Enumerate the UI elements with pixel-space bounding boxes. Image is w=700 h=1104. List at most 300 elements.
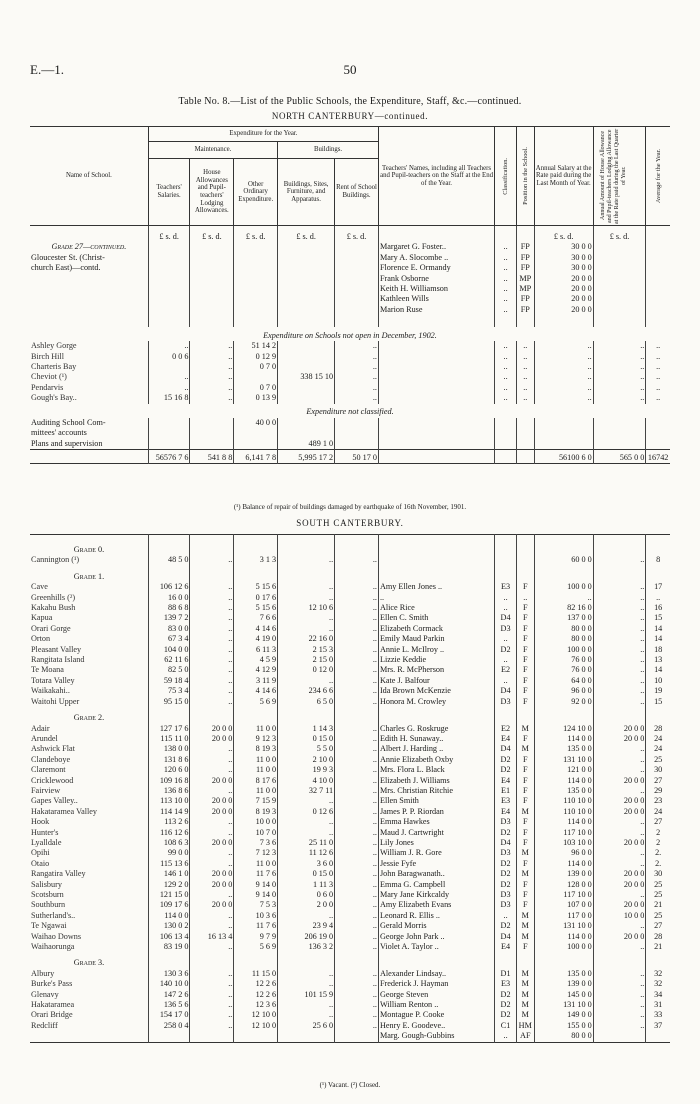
- cell-bsfa: 6 5 0: [278, 697, 335, 707]
- staff-row: [30, 263, 670, 273]
- cell-ts: 82 5 0: [148, 665, 190, 675]
- staff-row: [30, 242, 670, 252]
- cell-aa: ..: [593, 1021, 646, 1031]
- cell-pos: F: [517, 765, 535, 775]
- cell-pos: F: [517, 859, 535, 869]
- cell-empty: [646, 242, 670, 252]
- cell-rent: ..: [335, 352, 379, 362]
- cell-empty: MP: [517, 284, 535, 294]
- cell-avg: 34: [646, 990, 670, 1000]
- cell-empty: [148, 545, 190, 555]
- cell-empty: [534, 428, 593, 438]
- cell-empty: [148, 958, 190, 968]
- cell-empty: [234, 439, 278, 450]
- cell-aa: ..: [593, 990, 646, 1000]
- cell-empty: mittees' accounts: [31, 428, 87, 438]
- school-row: [30, 765, 670, 775]
- cell-empty: [278, 1042, 335, 1045]
- cell-name: Waihaorunga: [31, 942, 75, 952]
- cell-empty: Marion Ruse: [379, 304, 423, 314]
- cell-pos: F: [517, 828, 535, 838]
- staff-row: [30, 253, 670, 263]
- cell-empty: [335, 713, 379, 723]
- cell-ts: 131 8 6: [148, 755, 190, 765]
- cell-empty: [517, 428, 535, 438]
- page-header: [30, 62, 670, 82]
- cell-teacher: Emma G. Campbell: [379, 879, 446, 889]
- cell-avg: 8: [646, 555, 670, 565]
- cell-empty: [495, 958, 517, 968]
- cell-aa: 20 0 0: [593, 724, 646, 734]
- cell-ts: 106 13 4: [148, 932, 190, 942]
- cell-ts: 108 6 3: [148, 838, 190, 848]
- cell-sal: 114 0 0: [534, 734, 593, 744]
- cell-aa: ..: [593, 624, 646, 634]
- staff-row: [30, 284, 670, 294]
- cell-empty: [593, 535, 646, 546]
- cell-name: Hakataramea Valley: [31, 806, 97, 816]
- cell-cls: D2: [495, 765, 517, 775]
- cell-ha: ..: [190, 786, 234, 796]
- cell-oth: 12 3 6: [234, 1000, 278, 1010]
- cell-avg: ..: [646, 372, 670, 382]
- cell-oth: 11 0 0: [234, 786, 278, 796]
- cell-empty: [148, 1031, 190, 1042]
- cell-sal: 80 0 0: [534, 624, 593, 634]
- cell-empty: [593, 713, 646, 723]
- school-row: [30, 900, 670, 910]
- cell-sal: ..: [534, 593, 593, 603]
- cell-oth: 12 10 0: [234, 1010, 278, 1020]
- cell-teacher: [378, 352, 494, 362]
- total-name: [30, 449, 148, 463]
- cell-empty: [278, 284, 335, 294]
- north-canterbury-table: [30, 126, 670, 464]
- cell-empty: [234, 305, 278, 315]
- cell-empty: [234, 274, 278, 284]
- cell-avg: 2.: [646, 848, 670, 858]
- cell-sal: 117 0 0: [534, 911, 593, 921]
- cell-teacher: Frederick J. Hayman: [379, 979, 449, 989]
- cell-empty: [148, 439, 190, 450]
- cell-oth: 7 15 9: [234, 796, 278, 806]
- col-classification-text: Classification.: [502, 157, 510, 195]
- cell-empty: [148, 274, 190, 284]
- cell-avg: ..: [646, 352, 670, 362]
- cell-empty: [335, 305, 379, 315]
- cell-aa: ..: [593, 352, 646, 362]
- cell-pos: F: [517, 890, 535, 900]
- cell-empty: [234, 242, 278, 252]
- cell-empty: [190, 305, 234, 315]
- cell-avg: 16: [646, 603, 670, 613]
- cell-empty: [335, 284, 379, 294]
- cell-rent: ..: [335, 969, 379, 979]
- cell-pos: F: [517, 634, 535, 644]
- cell-empty: [234, 294, 278, 304]
- cell-pos: F: [517, 942, 535, 952]
- cell-empty: [148, 535, 190, 546]
- cell-empty: Margaret G. Foster..: [379, 242, 446, 252]
- page-number: 50: [343, 62, 357, 77]
- cell-oth: 7 12 3: [234, 848, 278, 858]
- cell-empty: ..: [495, 305, 517, 315]
- cell-empty: [234, 263, 278, 273]
- school-row: [30, 634, 670, 644]
- cell-cls: D2: [495, 755, 517, 765]
- cell-cls: ..: [495, 372, 517, 382]
- cell-empty: [335, 1031, 379, 1042]
- cell-sal: 135 0 0: [534, 744, 593, 754]
- cell-empty: [148, 284, 190, 294]
- spacer-row: [30, 428, 670, 438]
- cell-ts: 115 11 0: [148, 734, 190, 744]
- cell-empty: [278, 535, 335, 546]
- cell-rent: ..: [335, 817, 379, 827]
- cell-rent: ..: [335, 686, 379, 696]
- cell-ha: 20 0 0: [190, 900, 234, 910]
- school-row: [30, 796, 670, 806]
- cell-aa: ..: [593, 979, 646, 989]
- cell-rent: ..: [335, 828, 379, 838]
- cell-empty: 40 0 0: [234, 418, 278, 428]
- cell-teacher: James P. P. Riordan: [379, 806, 444, 816]
- cell-empty: [534, 439, 593, 450]
- cell-bsfa: 23 9 4: [278, 921, 335, 931]
- cell-empty: [335, 535, 379, 546]
- cell-empty: [278, 713, 335, 723]
- cell-empty: 20 0 0: [534, 294, 593, 304]
- cell-oth: 12 2 6: [234, 990, 278, 1000]
- cell-empty: [517, 572, 535, 582]
- cell-avg: 25: [646, 911, 670, 921]
- cell-pos: M: [517, 1000, 535, 1010]
- cell-cls: D4: [495, 744, 517, 754]
- col-annual-salary: Annual Salary at the Rate paid during the Last Month of Year.: [534, 127, 593, 226]
- cell-empty: [593, 1031, 646, 1042]
- cell-pos: ..: [517, 393, 535, 403]
- cell-empty: [534, 958, 593, 968]
- cell-cls: D3: [495, 848, 517, 858]
- cell-avg: 27: [646, 921, 670, 931]
- cell-teacher: William Renton ..: [379, 1000, 439, 1010]
- cell-cls: E4: [495, 734, 517, 744]
- cell-empty: [190, 428, 234, 438]
- cell-name: Waihao Downs: [31, 931, 82, 941]
- cell-bsfa: ..: [278, 582, 335, 592]
- cell-bsfa: [278, 341, 335, 351]
- cell-oth: 0 7 0: [234, 362, 278, 372]
- cell-empty: [278, 545, 335, 555]
- school-row: [30, 744, 670, 754]
- cell-empty: [30, 294, 148, 304]
- cell-pos: M: [517, 848, 535, 858]
- cell-ts: 146 1 0: [148, 869, 190, 879]
- cell-pos: M: [517, 744, 535, 754]
- cell-oth: 11 7 6: [234, 921, 278, 931]
- cell-ts: 136 5 6: [148, 1000, 190, 1010]
- cell-empty: [378, 713, 494, 723]
- cell-rent: ..: [335, 1010, 379, 1020]
- cell-avg: 27: [646, 776, 670, 786]
- cell-teacher: Elizabeth J. Williams: [379, 775, 450, 785]
- cell-bsfa: 2 0 0: [278, 900, 335, 910]
- cell-pos: F: [517, 582, 535, 592]
- cell-pos: M: [517, 724, 535, 734]
- cell-name: Ashley Gorge: [31, 341, 77, 351]
- cell-pos: F: [517, 786, 535, 796]
- cell-aa: ..: [593, 697, 646, 707]
- cell-empty: [378, 1042, 494, 1045]
- cell-name: Otaio: [31, 858, 50, 868]
- cell-aa: 20 0 0: [593, 838, 646, 848]
- cell-ha: 16 13 4: [190, 932, 234, 942]
- cell-empty: [234, 253, 278, 263]
- cell-teacher: John Baragwanath..: [379, 869, 445, 879]
- cell-aa: ..: [593, 613, 646, 623]
- cell-rent: ..: [335, 890, 379, 900]
- cell-pos: M: [517, 969, 535, 979]
- col-annual-amount: [593, 127, 646, 226]
- cell-ts: 116 12 6: [148, 828, 190, 838]
- cell-empty: [534, 535, 593, 546]
- cell-oth: 5 6 9: [234, 942, 278, 952]
- cell-aa: ..: [593, 942, 646, 952]
- cell-name: Rangatira Valley: [31, 869, 86, 879]
- cell-sal: 76 0 0: [534, 665, 593, 675]
- cell-oth: 9 14 0: [234, 890, 278, 900]
- school-row: [30, 1021, 670, 1031]
- cell-bsfa: 338 15 10: [278, 372, 335, 382]
- not-open-row: [30, 352, 670, 362]
- cell-empty: [335, 294, 379, 304]
- staff-row: [30, 1031, 670, 1042]
- cell-ts: 83 0 0: [148, 624, 190, 634]
- cell-sal: 64 0 0: [534, 676, 593, 686]
- cell-empty: [593, 242, 646, 252]
- cell-pos: M: [517, 932, 535, 942]
- cell-rent: ..: [335, 341, 379, 351]
- cell-oth: 7 3 6: [234, 838, 278, 848]
- cell-empty: [646, 572, 670, 582]
- cell-teacher: Ellen C. Smith: [379, 613, 429, 623]
- grade-0-heading-label: Grade 0.: [73, 545, 105, 554]
- cell-sal: ..: [534, 352, 593, 362]
- cell-rent: ..: [335, 880, 379, 890]
- cell-oth: 12 2 6: [234, 979, 278, 989]
- cell-sal: 92 0 0: [534, 697, 593, 707]
- cell-empty: [190, 439, 234, 450]
- cell-empty: [148, 418, 190, 428]
- cell-ts: [148, 362, 190, 372]
- cell-aa: ..: [593, 665, 646, 675]
- cell-rent: ..: [335, 744, 379, 754]
- cell-bsfa: ..: [278, 979, 335, 989]
- not-classified-caption-text: Expenditure not classified.: [306, 407, 394, 417]
- cell-teacher: Kate J. Balfour: [379, 675, 430, 685]
- not-open-row: [30, 341, 670, 351]
- cell-rent: ..: [335, 676, 379, 686]
- cell-empty: [646, 545, 670, 555]
- cell-pos: F: [517, 796, 535, 806]
- cell-ha: ..: [190, 848, 234, 858]
- cell-aa: 20 0 0: [593, 807, 646, 817]
- cell-aa: ..: [593, 341, 646, 351]
- cell-cls: ..: [495, 393, 517, 403]
- cell-cls: D4: [495, 613, 517, 623]
- cell-teacher: Annie Elizabeth Oxby: [379, 754, 454, 764]
- cell-empty: 20 0 0: [534, 305, 593, 315]
- cell-empty: [534, 418, 593, 428]
- cell-pos: F: [517, 817, 535, 827]
- cell-empty: [495, 439, 517, 450]
- cell-teacher: [378, 341, 494, 351]
- cell-empty: [148, 294, 190, 304]
- cell-cls: E4: [495, 807, 517, 817]
- school-row: [30, 942, 670, 952]
- cell-empty: Mary A. Slocombe ..: [379, 252, 449, 262]
- report-code: E.—1.: [30, 62, 64, 77]
- cell-ts: 114 14 9: [148, 807, 190, 817]
- total-avg: 16742: [646, 449, 670, 463]
- cell-bsfa: ..: [278, 911, 335, 921]
- cell-aa: 20 0 0: [593, 900, 646, 910]
- cell-cls: D3: [495, 817, 517, 827]
- cell-empty: [534, 572, 593, 582]
- cell-ha: 20 0 0: [190, 838, 234, 848]
- cell-ts: 104 0 0: [148, 645, 190, 655]
- cell-aa: ..: [593, 755, 646, 765]
- cell-sal: 114 0 0: [534, 932, 593, 942]
- cell-aa: ..: [593, 1000, 646, 1010]
- cell-ha: ..: [190, 686, 234, 696]
- cell-teacher: Annie L. McIlroy ..: [379, 644, 445, 654]
- cell-ha: ..: [190, 362, 234, 372]
- cell-empty: [278, 253, 335, 263]
- col-buildings-sites: Buildings, Sites, Furniture, and Apparatus.: [278, 159, 335, 226]
- cell-cls: ..: [495, 341, 517, 351]
- cell-empty: 30 0 0: [534, 242, 593, 252]
- cell-empty: [278, 242, 335, 252]
- cell-empty: [30, 274, 148, 284]
- cell-ha: ..: [190, 817, 234, 827]
- cell-name: Hook: [31, 817, 50, 827]
- cell-avg: 24: [646, 807, 670, 817]
- cell-aa: 20 0 0: [593, 734, 646, 744]
- south-title: SOUTH CANTERBURY.: [296, 518, 404, 528]
- cell-oth: 9 7 9: [234, 932, 278, 942]
- cell-name: Opihi: [31, 848, 50, 858]
- cell-avg: 21: [646, 900, 670, 910]
- cell-oth: 0 7 0: [234, 383, 278, 393]
- cell-empty: [335, 428, 379, 438]
- cell-empty: [378, 418, 494, 428]
- cell-cls: ..: [495, 352, 517, 362]
- cell-empty: [646, 439, 670, 450]
- cell-aa: ..: [593, 786, 646, 796]
- cell-teacher: Jessie Fyfe: [379, 858, 417, 868]
- cell-rent: ..: [335, 734, 379, 744]
- cell-ts: 95 15 0: [148, 697, 190, 707]
- cell-empty: [495, 572, 517, 582]
- cell-name: Birch Hill: [31, 351, 64, 361]
- cell-sal: 96 0 0: [534, 686, 593, 696]
- cell-sal: 149 0 0: [534, 1010, 593, 1020]
- cell-name: Pendarvis: [31, 382, 64, 392]
- cell-empty: [335, 418, 379, 428]
- cell-aa: ..: [593, 655, 646, 665]
- col-classification: [495, 127, 517, 226]
- cell-rent: ..: [335, 979, 379, 989]
- cell-empty: [30, 232, 148, 242]
- cell-ha: ..: [190, 755, 234, 765]
- cell-oth: 6 11 3: [234, 645, 278, 655]
- cell-oth: 51 14 2: [234, 341, 278, 351]
- cell-aa: ..: [593, 1010, 646, 1020]
- cell-empty: [234, 545, 278, 555]
- not-open-caption: [30, 327, 670, 341]
- total-bsfa: 5,995 17 2: [278, 449, 335, 463]
- cell-aa: 20 0 0: [593, 932, 646, 942]
- cell-rent: ..: [335, 624, 379, 634]
- cell-empty: [278, 305, 335, 315]
- cell-empty: [646, 305, 670, 315]
- cell-empty: [190, 545, 234, 555]
- cell-sal: 135 0 0: [534, 969, 593, 979]
- school-row: [30, 921, 670, 931]
- cell-avg: 30: [646, 765, 670, 775]
- cell-empty: 30 0 0: [534, 263, 593, 273]
- school-row: [30, 697, 670, 707]
- units-label: £ s. d.: [335, 232, 379, 242]
- cell-ts: 106 12 6: [148, 582, 190, 592]
- cell-name: Greenhills (²): [31, 592, 76, 602]
- south-canterbury-table: [30, 534, 670, 1045]
- cell-teacher: Honora M. Crowley: [379, 696, 447, 706]
- cell-ts: 136 8 6: [148, 786, 190, 796]
- cell-ha: 20 0 0: [190, 880, 234, 890]
- cell-aa: ..: [593, 817, 646, 827]
- cell-aa: ..: [593, 828, 646, 838]
- cell-rent: ..: [335, 665, 379, 675]
- cell-sal: 131 10 0: [534, 755, 593, 765]
- cell-name: Orari Gorge: [31, 623, 71, 633]
- cell-ts: ..: [148, 341, 190, 351]
- school-row: [30, 869, 670, 879]
- cell-empty: [646, 418, 670, 428]
- cell-empty: ..: [495, 253, 517, 263]
- cell-oth: 0 17 6: [234, 593, 278, 603]
- cell-oth: 11 7 6: [234, 869, 278, 879]
- cell-ts: 15 16 8: [148, 393, 190, 403]
- cell-empty: [378, 535, 494, 546]
- cell-sal: 137 0 0: [534, 613, 593, 623]
- cell-bsfa: [278, 352, 335, 362]
- cell-oth: 8 17 6: [234, 776, 278, 786]
- cell-aa: ..: [593, 859, 646, 869]
- cell-empty: [534, 545, 593, 555]
- cell-ts: 114 0 0: [148, 911, 190, 921]
- cell-sal: 117 10 0: [534, 828, 593, 838]
- cell-empty: [335, 274, 379, 284]
- col-teachers-salaries: Teachers' Salaries.: [148, 159, 190, 226]
- cell-sal: 96 0 0: [534, 848, 593, 858]
- cell-bsfa: [278, 393, 335, 403]
- cell-teacher: Emily Maud Parkin: [379, 634, 445, 644]
- cell-cls: E3: [495, 582, 517, 592]
- cell-pos: F: [517, 880, 535, 890]
- cell-pos: F: [517, 734, 535, 744]
